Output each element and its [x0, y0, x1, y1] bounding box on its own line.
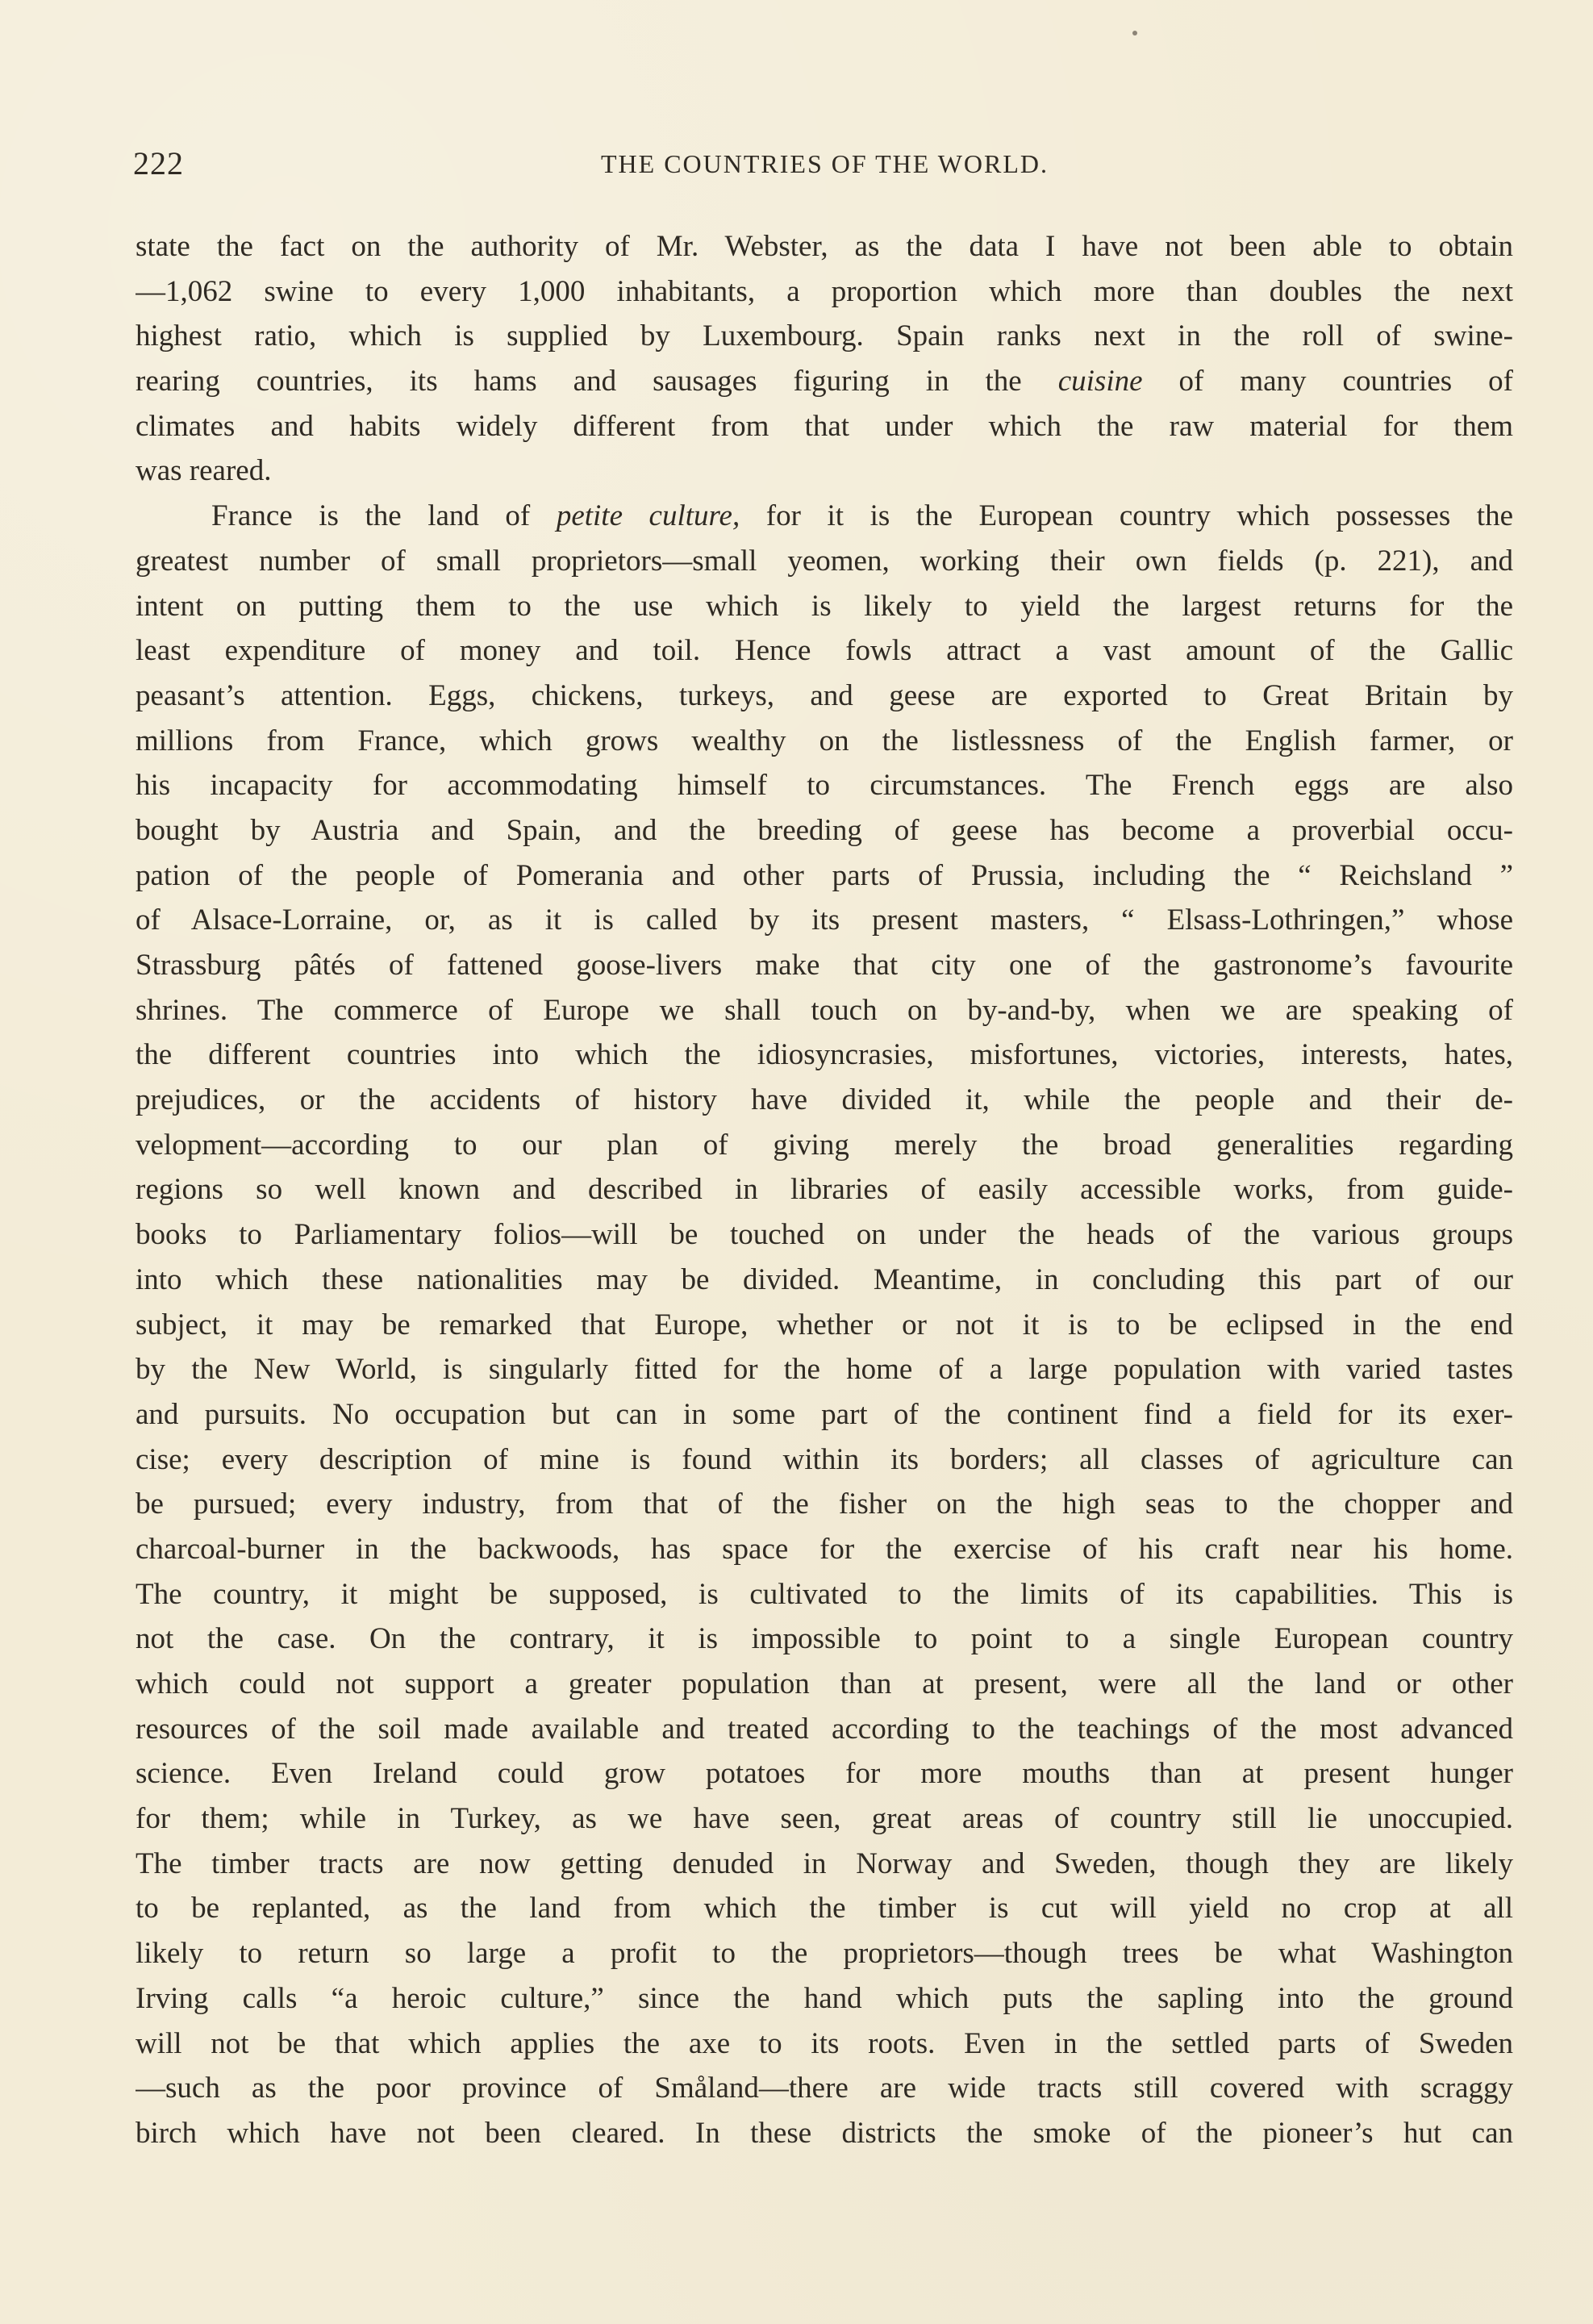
text-line: the different countries into which the idiosyncrasies, misfortunes, victories, interests, hates, [136, 1038, 1513, 1072]
text-line: Irving calls “a heroic culture,” since the hand which puts the sapling into the ground [136, 1981, 1513, 2015]
text-line: not the case. On the contrary, it is impossible to point to a single European country [136, 1622, 1513, 1656]
text-line: Strassburg pâtés of fattened goose-livers make that city one of the gastronome’s favourite [136, 949, 1513, 982]
text-line: —such as the poor province of Småland—there are wide tracts still covered with scraggy [136, 2072, 1513, 2105]
text-line: shrines. The commerce of Europe we shall touch on by-and-by, when we are speaking of [136, 993, 1513, 1027]
text-span: of many countries of [1142, 365, 1513, 398]
text-line: resources of the soil made available and treated according to the teachings of the most advanced [136, 1712, 1513, 1746]
text-line: pation of the people of Pomerania and other parts of Prussia, including the “ Reichsland ” [136, 858, 1513, 892]
text-line: cise; every description of mine is found within its borders; all classes of agriculture can [136, 1442, 1513, 1476]
text-line: regions so well known and described in libraries of easily accessible works, from guide- [136, 1173, 1513, 1207]
text-line: will not be that which applies the axe to its roots. Even in the settled parts of Sweden [136, 2026, 1513, 2060]
text-line: be pursued; every industry, from that of the fisher on the high seas to the chopper and [136, 1487, 1513, 1521]
text-line: least expenditure of money and toil. Hence fowls attract a vast amount of the Gallic [136, 634, 1513, 668]
text-line: state the fact on the authority of Mr. Webster, as the data I have not been able to obtain [136, 230, 1513, 263]
italic-term: cuisine [1057, 365, 1143, 398]
italic-term: petite culture, [556, 499, 740, 533]
page-header [133, 144, 1516, 183]
text-line: by the New World, is singularly fitted for the home of a large population with varied tastes [136, 1353, 1513, 1387]
text-line: birch which have not been cleared. In these districts the smoke of the pioneer’s hut can [136, 2116, 1513, 2150]
text-line: which could not support a greater population than at present, were all the land or other [136, 1667, 1513, 1700]
text-line: The country, it might be supposed, is cultivated to the limits of its capabilities. This is [136, 1577, 1513, 1611]
text-span: France is the land of [211, 499, 557, 533]
body-text [136, 224, 1513, 2156]
text-line: highest ratio, which is supplied by Luxembourg. Spain ranks next in the roll of swine- [136, 319, 1513, 353]
text-line: to be replanted, as the land from which the timber is cut will yield no crop at all [136, 1892, 1513, 1926]
text-span: for it is the European country which possesses the [740, 499, 1513, 533]
text-line: The timber tracts are now getting denuded in Norway and Sweden, though they are likely [136, 1846, 1513, 1880]
text-line: likely to return so large a profit to the proprietors—though trees be what Washington [136, 1937, 1513, 1971]
text-line: books to Parliamentary folios—will be touched on under the heads of the various groups [136, 1218, 1513, 1252]
text-line: for them; while in Turkey, as we have seen, great areas of country still lie unoccupied. [136, 1802, 1513, 1836]
text-line: velopment—according to our plan of giving merely the broad generalities regarding [136, 1128, 1513, 1162]
text-line: greatest number of small proprietors—small yeomen, working their own fields (p. 221), and [136, 544, 1513, 578]
text-line: prejudices, or the accidents of history have divided it, while the people and their de- [136, 1083, 1513, 1117]
text-line: peasant’s attention. Eggs, chickens, turkeys, and geese are exported to Great Britain by [136, 678, 1513, 712]
text-line: of Alsace-Lorraine, or, as it is called by its present masters, “ Elsass-Lothringen,” whose [136, 903, 1513, 937]
text-line: millions from France, which grows wealthy on the listlessness of the English farmer, or [136, 724, 1513, 757]
running-head: THE COUNTRIES OF THE WORLD. [600, 149, 1049, 178]
text-line: —1,062 swine to every 1,000 inhabitants, a proportion which more than doubles the next [136, 274, 1513, 308]
text-line: his incapacity for accommodating himself to circumstances. The French eggs are also [136, 769, 1513, 803]
text-line: and pursuits. No occupation but can in some part of the continent find a field for its exer- [136, 1397, 1513, 1431]
text-line: science. Even Ireland could grow potatoes for more mouths than at present hunger [136, 1757, 1513, 1791]
paragraph-start [136, 494, 1513, 539]
text-line: was reared. [136, 454, 272, 488]
text-line: charcoal-burner in the backwoods, has space for the exercise of his craft near his home. [136, 1532, 1513, 1566]
page-number: 222 [133, 145, 184, 181]
text-line: intent on putting them to the use which is likely to yield the largest returns for the [136, 589, 1513, 623]
text-line [136, 359, 1513, 404]
text-line: bought by Austria and Spain, and the breeding of geese has become a proverbial occu- [136, 813, 1513, 847]
text-line: subject, it may be remarked that Europe, whether or not it is to be eclipsed in the end [136, 1308, 1513, 1341]
text-span: rearing countries, its hams and sausages figuring in the [136, 365, 1058, 398]
text-line: climates and habits widely different from that under which the raw material for them [136, 409, 1513, 443]
ink-speck [1132, 31, 1137, 35]
text-line: into which these nationalities may be divided. Meantime, in concluding this part of our [136, 1262, 1513, 1296]
